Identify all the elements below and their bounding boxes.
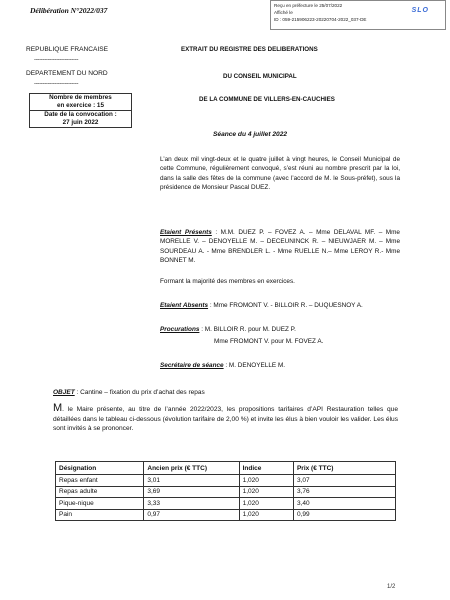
cell-index: 1,020 — [239, 475, 293, 487]
session-date: Séance du 4 juillet 2022 — [213, 131, 288, 138]
proxies — [160, 325, 400, 334]
body-initial: M — [53, 402, 63, 414]
cell-designation: Pain — [56, 509, 144, 521]
table-row — [56, 509, 396, 521]
absent-label: Etaient Absents — [160, 302, 209, 309]
cell-designation: Pique-nique — [56, 498, 144, 510]
cell-old-price: 3,01 — [144, 475, 239, 487]
prefecture-stamp — [270, 0, 446, 30]
stamp-posted-line: Affiché le — [274, 10, 293, 15]
absent-list: : Mme FROMONT V. - BILLOIR R. – DUQUESNOY A. — [208, 302, 363, 309]
department-label: DEPARTEMENT DU NORD — [26, 70, 108, 77]
table-row — [56, 475, 396, 487]
members-label: Nombre de membres — [49, 94, 112, 101]
cell-new-price: 3,76 — [293, 486, 395, 498]
proxies-label: Procurations — [160, 326, 200, 333]
body-paragraph — [53, 404, 398, 434]
stamp-id-line: ID : 059-215906223-20220704-2022_037-DE — [274, 17, 367, 22]
meeting-info-box — [29, 93, 132, 128]
table-row — [56, 486, 396, 498]
members-count: en exercice : 15 — [57, 102, 104, 109]
divider-dashes: -------------------------- — [34, 81, 79, 87]
cell-old-price: 3,69 — [144, 486, 239, 498]
cell-old-price: 3,33 — [144, 498, 239, 510]
table-header-row — [56, 462, 396, 475]
secretary — [160, 361, 400, 370]
divider-dashes: -------------------------- — [34, 57, 79, 63]
subject-line — [53, 389, 205, 396]
proxy-line-2: Mme FROMONT V. pour M. FOVEZ A. — [214, 338, 324, 345]
cell-new-price: 3,07 — [293, 475, 395, 487]
cell-index: 1,020 — [239, 498, 293, 510]
convocation-date: 27 juin 2022 — [62, 119, 99, 126]
majority-note: Formant la majorité des membres en exercices. — [160, 278, 295, 285]
republic-label: REPUBLIQUE FRANCAISE — [26, 46, 109, 53]
cell-new-price: 0,99 — [293, 509, 395, 521]
proxy-line-1: : M. BILLOIR R. pour M. DUEZ P. — [199, 326, 296, 333]
cell-designation: Repas adulte — [56, 486, 144, 498]
intro-paragraph: L’an deux mil vingt-deux et le quatre juillet à vingt heures, le Conseil Municipal de cette Commune, régulièrement convoqué, s’est réuni au nombre prescrit par la loi, dans la salle des fêtes de la commune (avec l’accord de M. le Sous-préfet), sous la présidence de Monsieur Pascal DUEZ. — [160, 156, 400, 192]
cell-designation: Repas enfant — [56, 475, 144, 487]
present-members — [160, 228, 400, 266]
col-header-index: Indice — [239, 462, 293, 475]
present-label: Etaient Présents — [160, 229, 212, 236]
commune-heading: DE LA COMMUNE DE VILLERS-EN-CAUCHIES — [199, 96, 335, 103]
table-row — [56, 498, 396, 510]
convocation-label: Date de la convocation : — [30, 110, 131, 119]
col-header-old-price: Ancien prix (€ TTC) — [144, 462, 239, 475]
stamp-received-line: Reçu en préfecture le 25/07/2022 — [274, 3, 343, 8]
secretary-label: Secrétaire de séance — [160, 362, 224, 369]
body-text: . le Maire présente, au titre de l’année 2022/2023, les propositions tarifaires d’API Restauration telles que détaillées dans le tableau ci-dessous (évolution tarifaire de 2,00 %) et invite les élus à bien vouloir les valider. Les élus sont invités à se prononcer. — [53, 406, 398, 433]
council-heading: DU CONSEIL MUNICIPAL — [223, 73, 297, 80]
cell-index: 1,020 — [239, 486, 293, 498]
col-header-designation: Désignation — [56, 462, 144, 475]
page-number: 1/2 — [387, 584, 396, 590]
stamp-logo: SLO — [411, 7, 429, 14]
deliberation-number: Délibération N°2022/037 — [30, 6, 108, 15]
subject-text: : Cantine – fixation du prix d’achat des repas — [74, 389, 205, 396]
cell-index: 1,020 — [239, 509, 293, 521]
col-header-new-price: Prix (€ TTC) — [293, 462, 395, 475]
secretary-name: : M. DENOYELLE M. — [223, 362, 286, 369]
present-list: : M.M. DUEZ P. – FOVEZ A. – Mme DELAVAL MF. – Mme MORELLE V. – DENOYELLE M. – DECEUNINCK R. – NIEUWJAER M. – Mme SOURDEAU A. - Mme BRENDLER L. - Mme RUELLE N.– Mme LEROY R.- Mme BONNET M. — [160, 229, 400, 265]
absent-members — [160, 301, 400, 310]
cell-old-price: 0,97 — [144, 509, 239, 521]
pricing-table — [55, 461, 396, 521]
subject-label: OBJET — [53, 389, 75, 396]
extract-heading: EXTRAIT DU REGISTRE DES DELIBERATIONS — [181, 46, 318, 53]
cell-new-price: 3,40 — [293, 498, 395, 510]
